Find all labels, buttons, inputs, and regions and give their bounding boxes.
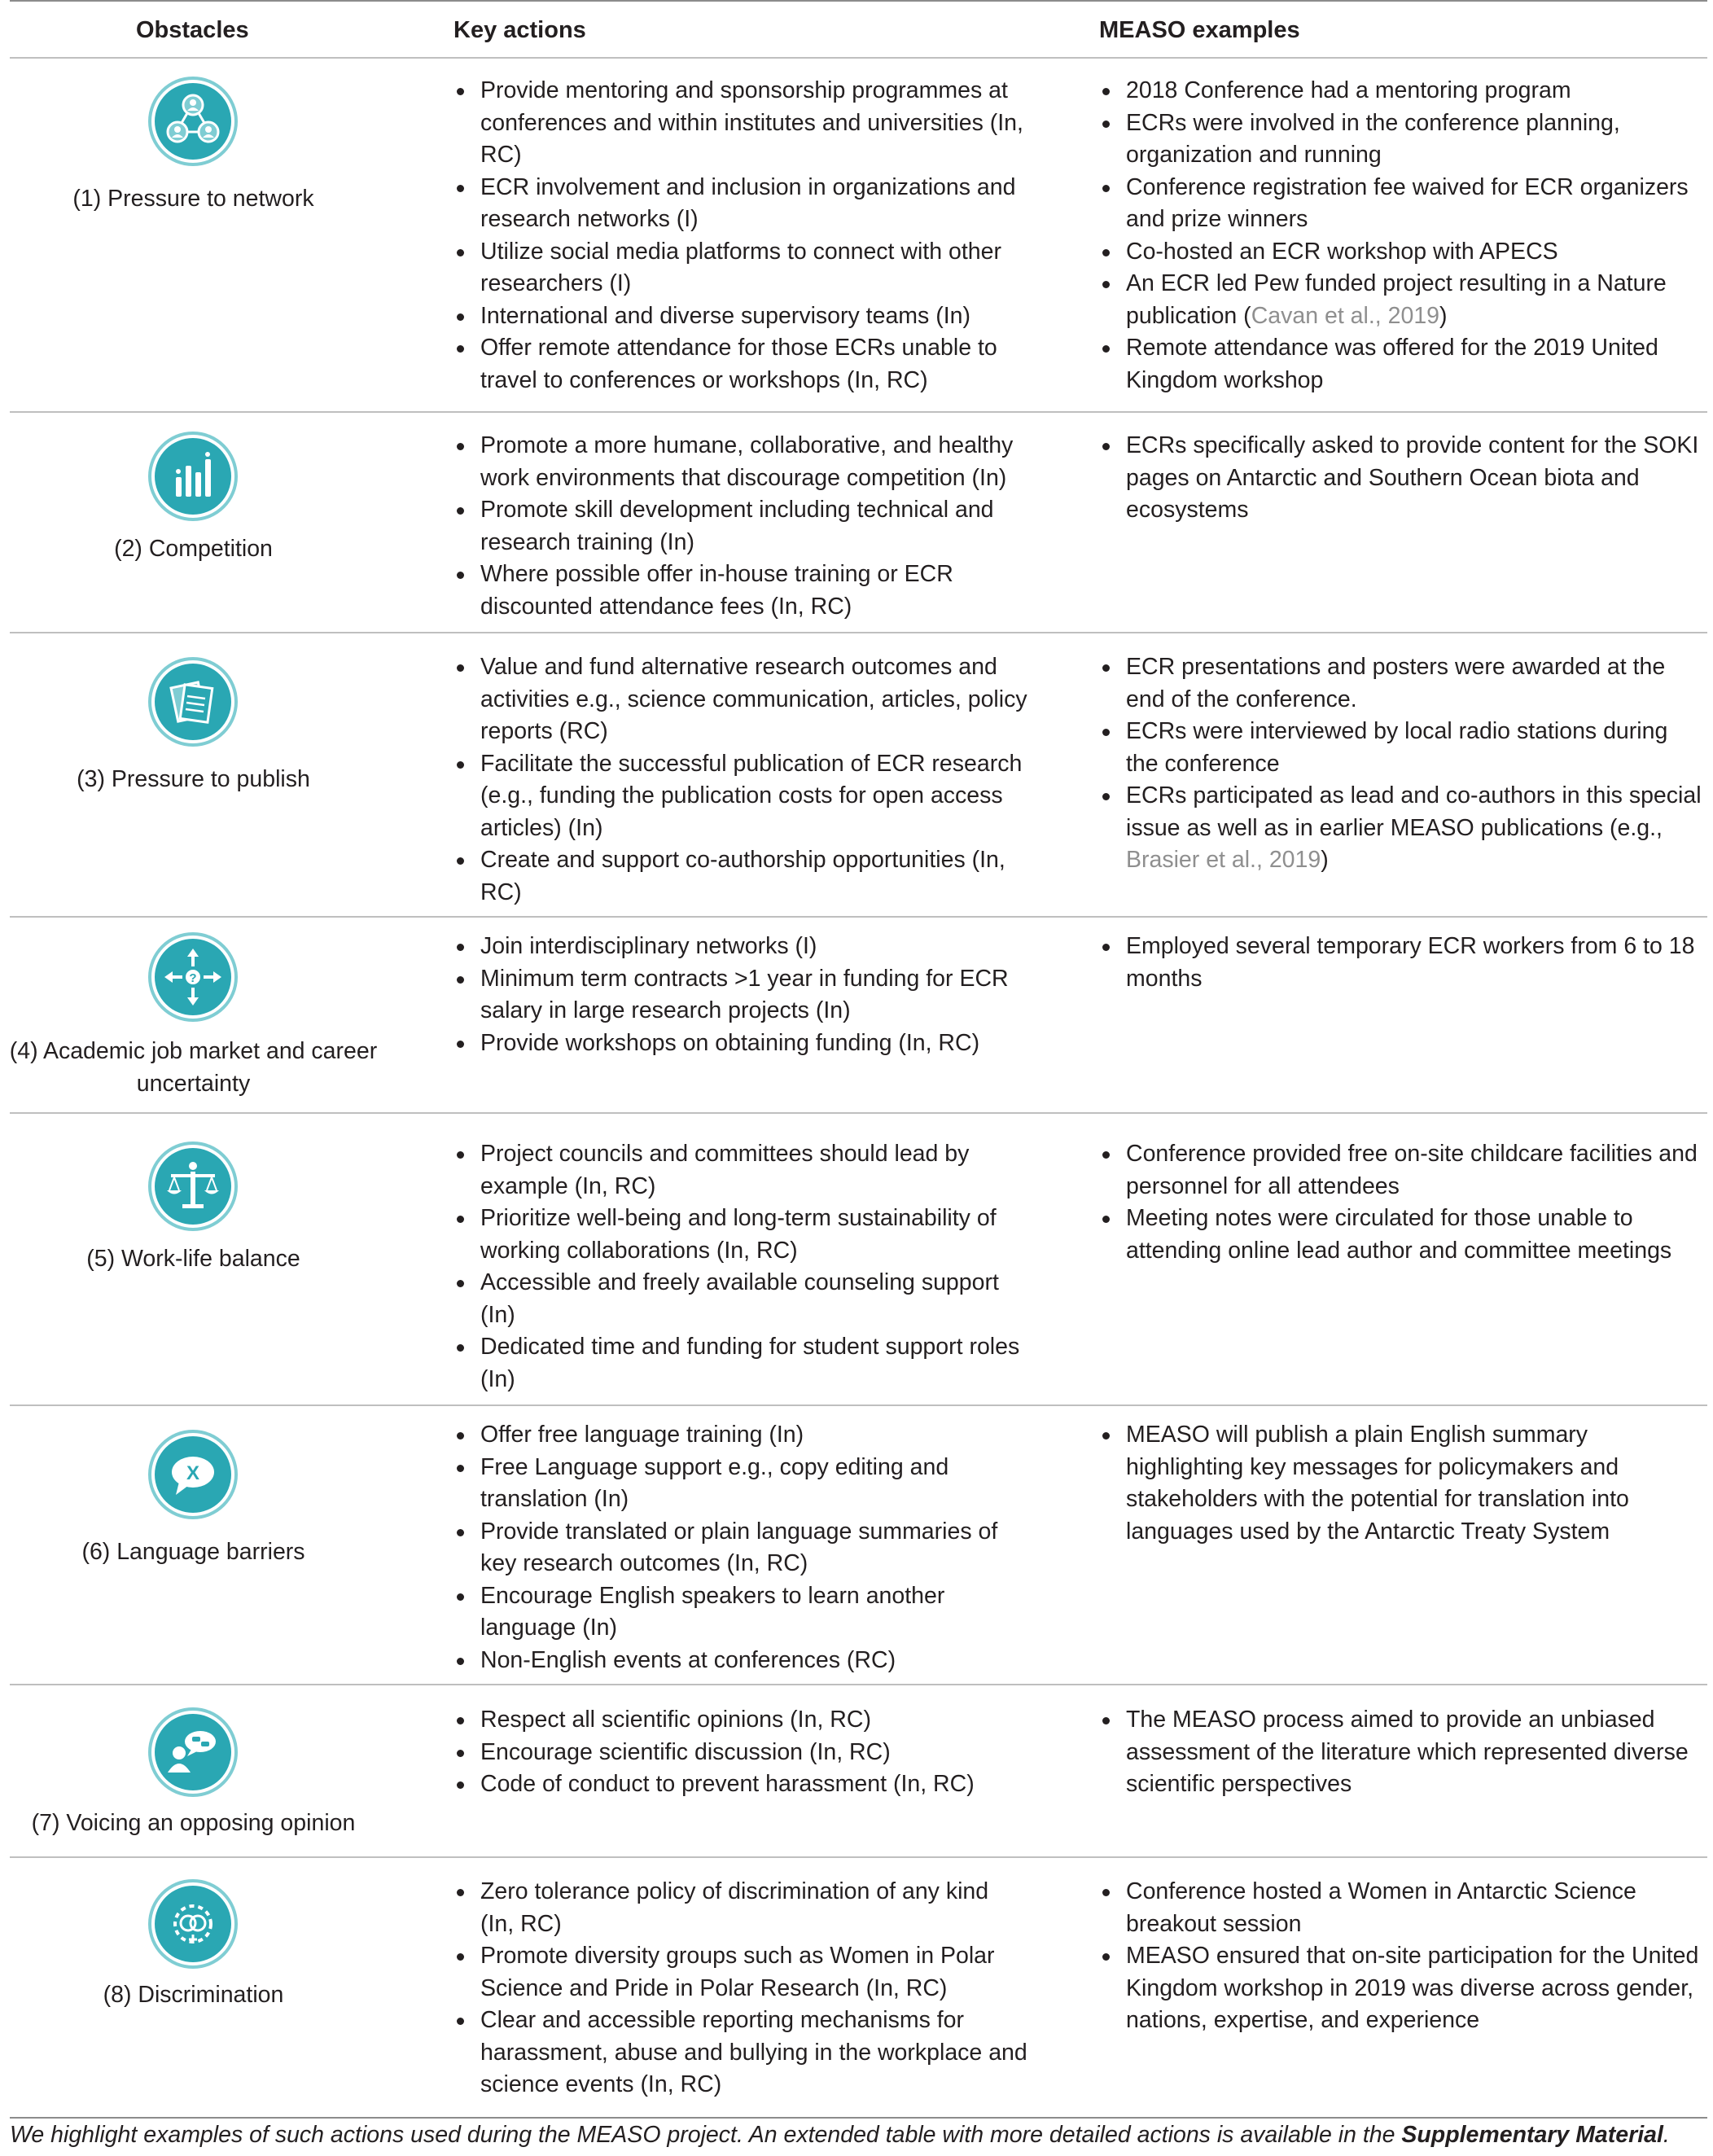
- citation-close: ): [1439, 302, 1448, 329]
- example-item: [1099, 1876, 1706, 1940]
- footnote-end: .: [1663, 2122, 1670, 2148]
- row-divider: [10, 1856, 1707, 1858]
- example-item: [1099, 1940, 1706, 2037]
- row-divider: [10, 916, 1707, 918]
- key-action-item: Join interdisciplinary networks (I): [453, 931, 1027, 963]
- bar-chart-icon: [147, 430, 239, 523]
- example-item: [1099, 1704, 1706, 1801]
- obstacle-label-4: (4) Academic job market and career uncertainty: [9, 1038, 378, 1097]
- example-text: Co-hosted an ECR workshop with APECS: [1126, 238, 1558, 265]
- example-item: [1099, 931, 1706, 995]
- balance-scale-icon: [147, 1140, 239, 1233]
- key-action-item: Offer free language training (In): [453, 1419, 1027, 1452]
- key-action-item: Dedicated time and funding for student support roles (In): [453, 1331, 1027, 1396]
- row-divider: [10, 632, 1707, 633]
- example-text: The MEASO process aimed to provide an unbiased assessment of the literature which represented diverse scientific perspectives: [1126, 1707, 1689, 1797]
- footnote-rule: [10, 2117, 1707, 2119]
- key-actions-list-4: [453, 931, 1027, 1059]
- example-text: Conference provided free on-site childcare facilities and personnel for all attendees: [1126, 1141, 1698, 1199]
- key-action-item: Encourage English speakers to learn another language (In): [453, 1580, 1027, 1645]
- obstacle-label-2: (2) Competition: [114, 536, 273, 562]
- example-item: [1099, 75, 1706, 107]
- key-action-item: Provide mentoring and sponsorship programmes at conferences and within institutes and universities (In, RC): [453, 75, 1027, 172]
- citation-link[interactable]: Cavan et al., 2019: [1251, 302, 1440, 329]
- key-action-item: Promote skill development including technical and research training (In): [453, 494, 1027, 559]
- example-text: Conference registration fee waived for ECR organizers and prize winners: [1126, 173, 1689, 232]
- measo-examples-list-1: [1099, 75, 1706, 397]
- svg-text:X: X: [186, 1462, 200, 1484]
- example-text: MEASO will publish a plain English summary highlighting key messages for policymakers and stakeholders with the potential for translation into languages used by the Antarctic Treaty System: [1126, 1422, 1629, 1545]
- key-action-item: Non-English events at conferences (RC): [453, 1645, 1027, 1677]
- example-item: [1099, 430, 1706, 527]
- example-text: MEASO ensured that on-site participation for the United Kingdom workshop in 2019 was diverse across gender, nations, expertise, and experience: [1126, 1943, 1699, 2033]
- key-action-item: Offer remote attendance for those ECRs unable to travel to conferences or workshops (In, RC): [453, 332, 1027, 397]
- key-action-item: Create and support co-authorship opportunities (In, RC): [453, 844, 1027, 909]
- key-action-item: Project councils and committees should lead by example (In, RC): [453, 1138, 1027, 1203]
- row-divider: [10, 1404, 1707, 1406]
- example-item: [1099, 1138, 1706, 1203]
- key-action-item: Promote diversity groups such as Women in Polar Science and Pride in Polar Research (In, RC): [453, 1940, 1027, 2005]
- key-actions-list-7: [453, 1704, 1027, 1801]
- key-action-item: International and diverse supervisory teams (In): [453, 300, 1027, 333]
- key-action-item: Where possible offer in-house training or ECR discounted attendance fees (In, RC): [453, 559, 1027, 623]
- key-action-item: Encourage scientific discussion (In, RC): [453, 1737, 1027, 1769]
- key-action-item: Facilitate the successful publication of ECR research (e.g., funding the publication costs for open access articles) (In): [453, 748, 1027, 845]
- example-text: An ECR led Pew funded project resulting in a Nature publication (: [1126, 270, 1667, 329]
- example-text: ECR presentations and posters were awarded at the end of the conference.: [1126, 654, 1666, 712]
- key-action-item: Minimum term contracts >1 year in funding for ECR salary in large research projects (In): [453, 963, 1027, 1028]
- arrows-question-icon: [147, 931, 239, 1023]
- example-text: Meeting notes were circulated for those unable to attending online lead author and committee meetings: [1126, 1205, 1672, 1264]
- measo-examples-list-7: [1099, 1704, 1706, 1801]
- obstacle-label-8: (8) Discrimination: [103, 1982, 284, 2008]
- measo-examples-list-2: [1099, 430, 1706, 527]
- network-people-icon: [147, 75, 239, 168]
- footnote-text: We highlight examples of such actions used during the MEASO project. An extended table with more detailed actions is available in the: [10, 2122, 1402, 2148]
- header-rule: [10, 57, 1707, 59]
- example-text: ECRs specifically asked to provide content for the SOKI pages on Antarctic and Southern Ocean biota and ecosystems: [1126, 432, 1699, 523]
- example-text: Remote attendance was offered for the 2019 United Kingdom workshop: [1126, 335, 1658, 393]
- person-speech-icon: [147, 1706, 239, 1799]
- example-text: ECRs participated as lead and co-authors in this special issue as well as in earlier MEASO publications (e.g.,: [1126, 782, 1702, 841]
- key-action-item: Value and fund alternative research outcomes and activities e.g., science communication, articles, policy reports (RC): [453, 651, 1027, 748]
- header-measo-examples: MEASO examples: [1099, 17, 1300, 43]
- gender-symbols-icon: [147, 1878, 239, 1970]
- key-action-item: Respect all scientific opinions (In, RC): [453, 1704, 1027, 1737]
- supplementary-material-link[interactable]: Supplementary Material: [1401, 2122, 1663, 2148]
- example-text: 2018 Conference had a mentoring program: [1126, 77, 1571, 103]
- example-item: [1099, 1419, 1706, 1548]
- example-item: [1099, 716, 1706, 780]
- key-action-item: Clear and accessible reporting mechanisms for harassment, abuse and bullying in the workplace and science events (In, RC): [453, 2005, 1027, 2101]
- key-action-item: ECR involvement and inclusion in organizations and research networks (I): [453, 172, 1027, 236]
- key-actions-list-6: [453, 1419, 1027, 1676]
- table-top-rule: [10, 0, 1707, 2]
- key-action-item: Free Language support e.g., copy editing and translation (In): [453, 1452, 1027, 1516]
- obstacle-label-6: (6) Language barriers: [81, 1539, 305, 1565]
- example-item: [1099, 172, 1706, 236]
- example-item: [1099, 268, 1706, 332]
- key-action-item: Provide translated or plain language summaries of key research outcomes (In, RC): [453, 1516, 1027, 1580]
- key-actions-list-8: [453, 1876, 1027, 2101]
- example-item: [1099, 1203, 1706, 1267]
- example-item: [1099, 107, 1706, 172]
- key-action-item: Accessible and freely available counseling support (In): [453, 1267, 1027, 1331]
- example-item: [1099, 780, 1706, 877]
- obstacle-label-7: (7) Voicing an opposing opinion: [31, 1810, 356, 1836]
- obstacle-label-5: (5) Work-life balance: [86, 1246, 300, 1272]
- example-item: [1099, 651, 1706, 716]
- svg-text:?: ?: [189, 971, 197, 985]
- example-text: Employed several temporary ECR workers from 6 to 18 months: [1126, 933, 1695, 992]
- key-action-item: Utilize social media platforms to connect with other researchers (I): [453, 236, 1027, 300]
- row-divider: [10, 1112, 1707, 1114]
- example-text: ECRs were involved in the conference planning, organization and running: [1126, 109, 1620, 168]
- example-item: [1099, 332, 1706, 397]
- obstacle-label-3: (3) Pressure to publish: [77, 766, 310, 792]
- header-obstacles: Obstacles: [136, 17, 249, 43]
- papers-icon: [147, 655, 239, 748]
- key-action-item: Code of conduct to prevent harassment (In, RC): [453, 1768, 1027, 1801]
- example-text: Conference hosted a Women in Antarctic Science breakout session: [1126, 1878, 1636, 1937]
- measo-examples-list-3: [1099, 651, 1706, 877]
- key-action-item: Provide workshops on obtaining funding (In, RC): [453, 1028, 1027, 1060]
- key-action-item: Zero tolerance policy of discrimination of any kind (In, RC): [453, 1876, 1027, 1940]
- citation-close: ): [1321, 847, 1329, 873]
- measo-examples-list-5: [1099, 1138, 1706, 1267]
- key-action-item: Prioritize well-being and long-term sustainability of working collaborations (In, RC): [453, 1203, 1027, 1267]
- measo-examples-list-8: [1099, 1876, 1706, 2037]
- table-footnote: [10, 2119, 1707, 2150]
- key-action-item: Promote a more humane, collaborative, and healthy work environments that discourage competition (In): [453, 430, 1027, 494]
- key-actions-list-3: [453, 651, 1027, 909]
- row-divider: [10, 411, 1707, 413]
- key-actions-list-1: [453, 75, 1027, 397]
- key-actions-list-5: [453, 1138, 1027, 1396]
- example-item: [1099, 236, 1706, 269]
- speech-x-icon: [147, 1428, 239, 1521]
- key-actions-list-2: [453, 430, 1027, 623]
- measo-examples-list-4: [1099, 931, 1706, 995]
- row-divider: [10, 1684, 1707, 1685]
- measo-examples-list-6: [1099, 1419, 1706, 1548]
- example-text: ECRs were interviewed by local radio stations during the conference: [1126, 718, 1668, 777]
- obstacle-label-1: (1) Pressure to network: [72, 186, 314, 212]
- citation-link[interactable]: Brasier et al., 2019: [1126, 847, 1321, 873]
- header-key-actions: Key actions: [453, 17, 586, 43]
